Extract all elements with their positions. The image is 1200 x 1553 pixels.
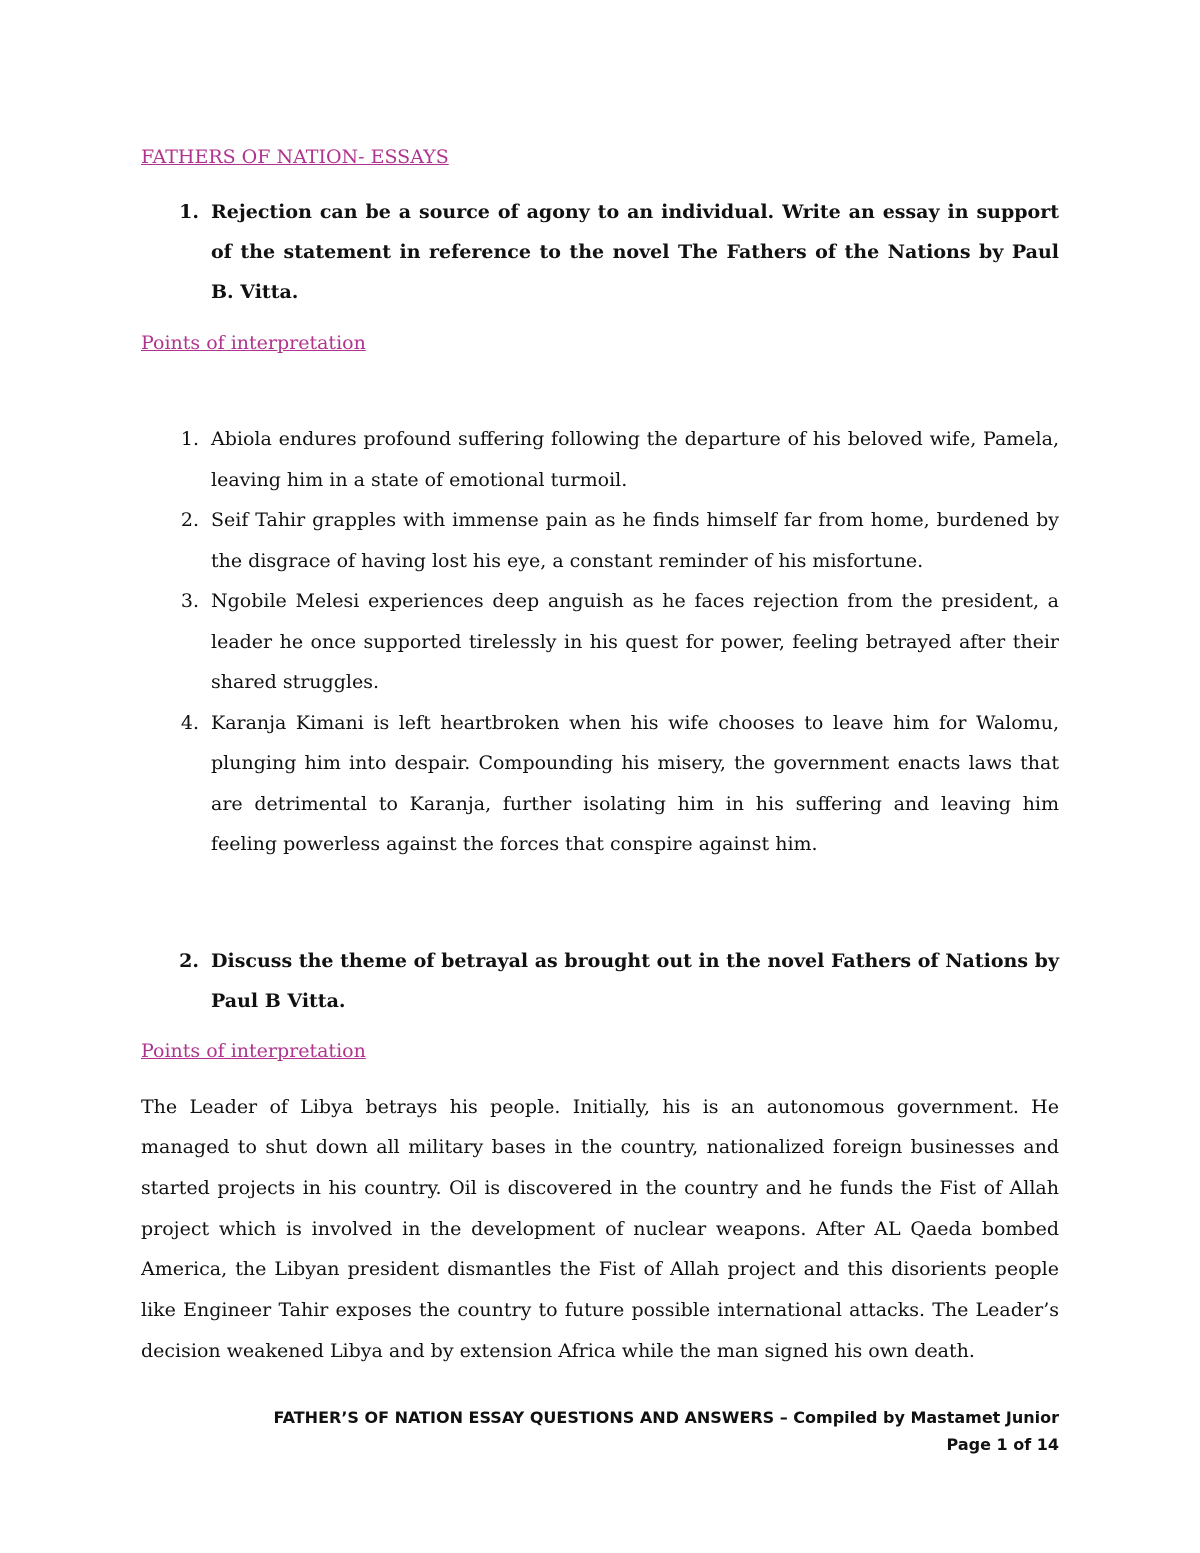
point-number: 1. (180, 428, 199, 450)
question-1 (141, 192, 1059, 312)
question-number: 1. (179, 201, 199, 223)
footer-title: FATHER’S OF NATION ESSAY QUESTIONS AND ANSWERS – Compiled by Mastamet Junior (273, 1408, 1059, 1427)
question-block-1 (141, 192, 1059, 865)
point-number: 3. (180, 590, 199, 612)
document-body (141, 138, 1059, 1371)
answer-paragraph: The Leader of Libya betrays his people. Initially, his is an autonomous government. He managed to shut down all military bases in the country, nationalized foreign businesses and started projects in his country. Oil is discovered in the country and he funds the Fist of Allah project which is involved in the development of nuclear weapons. After AL Qaeda bombed America, the Libyan president dismantles the Fist of Allah project and this disorients people like Engineer Tahir exposes the country to future possible international attacks. The Leader’s decision weakened Libya and by extension Africa while the man signed his own death. (141, 1095, 1059, 1362)
page-number: Page 1 of 14 (946, 1435, 1059, 1454)
question-2 (141, 941, 1059, 1021)
question-number: 2. (179, 949, 199, 972)
point-text: Karanja Kimani is left heartbroken when his wife chooses to leave him for Walomu, plunging him into despair. Compounding his misery, the government enacts laws that are detrimental to Karanja, further isolating him in his suffering and leaving him feeling powerless against the forces that conspire against him. (211, 711, 1059, 855)
point-number: 2. (180, 509, 199, 531)
list-item (141, 581, 1059, 703)
points-subheading: Points of interpretation (141, 332, 366, 354)
page-footer (141, 1404, 1059, 1458)
question-text: Discuss the theme of betrayal as brought out in the novel Fathers of Nations by Paul B Vitta. (211, 949, 1059, 1012)
question-text: Rejection can be a source of agony to an individual. Write an essay in support of the statement in reference to the novel The Fathers of the Nations by Paul B. Vitta. (211, 201, 1059, 303)
point-text: Ngobile Melesi experiences deep anguish as he faces rejection from the president, a leader he once supported tirelessly in his quest for power, feeling betrayed after their shared struggles. (211, 590, 1059, 693)
point-text: Abiola endures profound suffering following the departure of his beloved wife, Pamela, leaving him in a state of emotional turmoil. (211, 428, 1059, 491)
list-item (141, 703, 1059, 865)
list-item (141, 500, 1059, 581)
question-block-2 (141, 941, 1059, 1372)
points-list (141, 419, 1059, 865)
document-title: FATHERS OF NATION- ESSAYS (141, 146, 449, 168)
point-number: 4. (180, 711, 199, 734)
list-item (141, 419, 1059, 500)
point-text: Seif Tahir grapples with immense pain as he finds himself far from home, burdened by the disgrace of having lost his eye, a constant reminder of his misfortune. (211, 509, 1059, 572)
points-subheading: Points of interpretation (141, 1039, 366, 1062)
